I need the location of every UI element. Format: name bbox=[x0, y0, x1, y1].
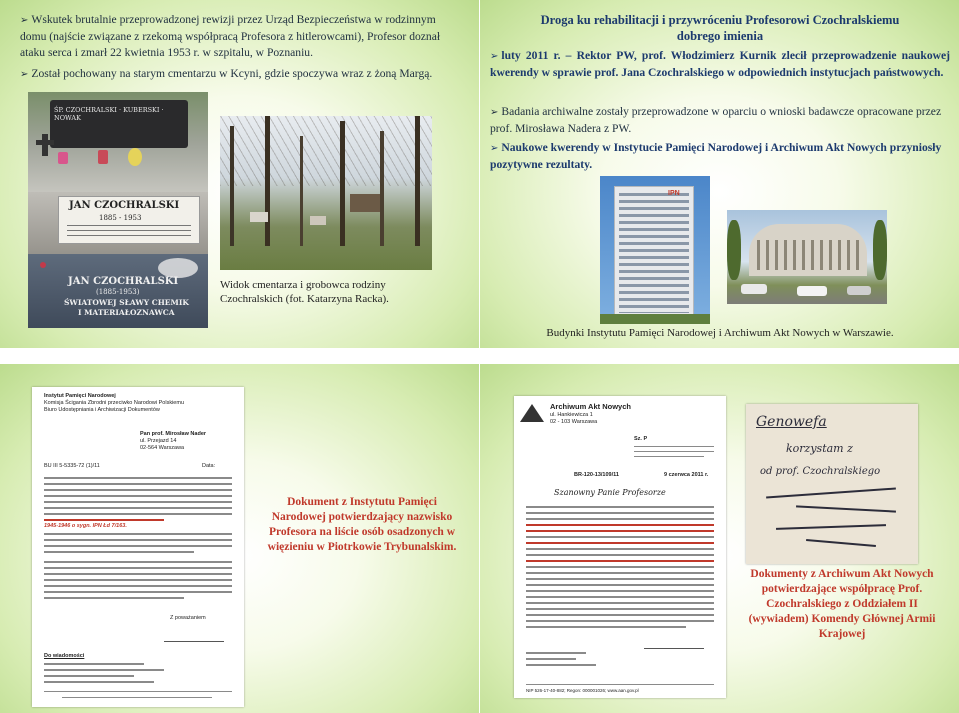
cross-icon bbox=[42, 134, 48, 156]
highlighted-entry: 1945-1946 o sygn. IPN Łd 7/163. bbox=[44, 523, 127, 529]
ipn-document-caption: Dokument z Instytutu Pamięci Narodowej potwierdzający nazwisko Profesora na liście osób osadzonych w więzieniu w Piotrkowie Trybunalskim. bbox=[267, 496, 457, 553]
candle-icon bbox=[98, 150, 108, 164]
tower bbox=[614, 186, 694, 320]
headstone-text: ŚP. CZOCHRALSKI · KUBERSKI · NOWAK bbox=[54, 106, 164, 122]
flowers-icon bbox=[128, 148, 142, 166]
slide-title: Droga ku rehabilitacji i przywróceniu Profesorowi Czochralskiemu dobrego imienia bbox=[540, 13, 900, 43]
slide-ipn-document bbox=[0, 364, 479, 713]
cemetery-photo bbox=[220, 116, 432, 270]
car-icon bbox=[797, 286, 827, 296]
bullet-death: ➢ Wskutek brutalnie przeprowadzonej rewizji przez Urząd Bezpieczeństwa w rodzinnym domu (najście związane z rzekomą współpracą Profesora z hitlerowcami), Profesor doznał ataku serca i zmarł 22 kwietnia 1953 r. w szpitalu, w Poznaniu. bbox=[20, 13, 441, 59]
slide-aan-documents bbox=[480, 364, 959, 713]
aan-document: Archiwum Akt Nowych ul. Hankiewicza 1 02 - 103 Warszawa Sz. P BR-120-13/109/11 9 czerwca 2011 r. Szanowny Panie Profesorze NIP 526-17-40-882; Regon: 000001026; www.aan.gov.pl bbox=[514, 396, 726, 698]
slide-cemetery bbox=[0, 0, 479, 348]
slide-rehabilitation bbox=[480, 0, 959, 348]
arrow-bullet-icon: ➢ bbox=[490, 143, 499, 154]
bullet-results: ➢ Naukowe kwerendy w Instytucie Pamięci Narodowej i Archiwum Akt Nowych przyniosły pozytywne rezultaty. bbox=[490, 141, 942, 171]
arrow-bullet-icon: ➢ bbox=[20, 69, 29, 80]
aan-building-photo bbox=[727, 210, 887, 304]
plaque-upper: JAN CZOCHRALSKI 1885 - 1953 bbox=[58, 196, 200, 244]
bullet-kwerenda: ➢ luty 2011 r. – Rektor PW, prof. Włodzimierz Kurnik zlecił przeprowadzenie naukowej kwerendy w sprawie prof. Jana Czochralskiego w odpowiednich instytucjach państwowych. bbox=[490, 49, 950, 79]
signature-icon bbox=[644, 634, 704, 649]
arrow-bullet-icon: ➢ bbox=[490, 51, 499, 62]
handwritten-greeting: Szanowny Panie Profesorze bbox=[554, 488, 666, 497]
arrow-bullet-icon: ➢ bbox=[20, 15, 29, 26]
cemetery-caption: Widok cmentarza i grobowca rodziny Czochralskich (fot. Katarzyna Racka). bbox=[220, 279, 389, 305]
rotunda bbox=[749, 224, 867, 276]
flowers-icon bbox=[158, 258, 198, 278]
chapel-icon bbox=[350, 194, 380, 212]
flower-icon bbox=[40, 262, 46, 268]
buildings-caption: Budynki Instytutu Pamięci Narodowej i Archiwum Akt Nowych w Warszawie. bbox=[546, 327, 894, 339]
eagle-logo-icon bbox=[520, 404, 544, 422]
plaque-photo: JAN CZOCHRALSKI (1885-1953) ŚWIATOWEJ SŁAWY CHEMIK I MATERIAŁOZNAWCA bbox=[28, 254, 208, 328]
car-icon bbox=[741, 284, 767, 294]
arrow-bullet-icon: ➢ bbox=[490, 107, 499, 118]
ipn-document: Instytut Pamięci Narodowej Komisja Ścigania Zbrodni przeciwko Narodowi Polskiemu Biuro Udostępniania i Archiwizacji Dokumentów Pan prof. Mirosław Nader ul. Przejazd 14 02-564 Warszawa BU III 5-5335-72 (1)/11 Data: 1945-1946 o sygn. IPN Łd 7/163. Z poważaniem Do wiadomości bbox=[32, 387, 244, 707]
candle-icon bbox=[58, 152, 68, 164]
ipn-sign: IPN bbox=[668, 190, 680, 197]
signature-icon bbox=[164, 627, 224, 642]
bullet-burial: ➢ Został pochowany na starym cmentarzu w Kcyni, gdzie spoczywa wraz z żoną Margą. bbox=[20, 67, 433, 80]
bullet-research: ➢ Badania archiwalne zostały przeprowadzone w oparciu o wnioski badawcze opracowane przez prof. Mirosława Nadera z PW. bbox=[490, 105, 942, 135]
car-icon bbox=[847, 286, 871, 295]
aan-documents-caption: Dokumenty z Archiwum Akt Nowych potwierdzające współpracę Prof. Czochralskiego z Oddziałem II (wywiadem) Komendy Głównej Armii Krajowej bbox=[748, 568, 936, 640]
grave-photo bbox=[28, 92, 208, 267]
handwritten-note: Genowefa korzystam z od prof. Czochralskiego bbox=[746, 404, 918, 564]
ipn-building-photo bbox=[600, 176, 710, 324]
